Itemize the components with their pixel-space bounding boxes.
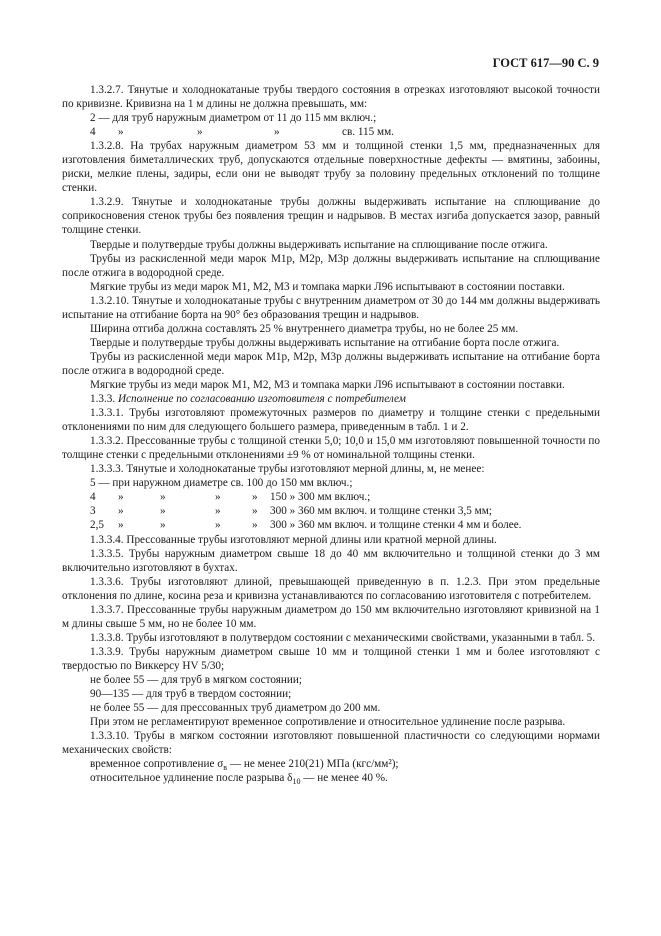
hardness-hard: 90—135 — для труб в твердом состоянии; bbox=[90, 688, 292, 701]
ditto-mark: » bbox=[197, 126, 203, 139]
paragraph-1-3-2-10: 1.3.2.10. Тянутые и холоднокатаные трубы с внутренним диаметром от 30 до 144 мм должны выдерживать испытание на отгибание борта на 90° без образования трещин и надрывов. bbox=[62, 294, 600, 321]
section-heading-1-3-3 bbox=[62, 392, 600, 406]
paragraph-1-3-3-4: 1.3.3.4. Прессованные трубы изготовляют мерной длины или кратной мерной длины. bbox=[90, 533, 497, 546]
paragraph-1-3-3-1: 1.3.3.1. Трубы изготовляют промежуточных размеров по диаметру и толщине стенки с предельными отклонениями по ним для следующего большего размера, приведенным в табл. 1 и 2. bbox=[62, 407, 600, 434]
ditto-mark: » bbox=[118, 126, 124, 139]
length-item-3 bbox=[62, 504, 600, 518]
paragraph-flattening-deoxidized: Трубы из раскисленной меди марок М1р, М2р, М3р должны выдерживать испытание на сплющивание после отжига в водородной среде. bbox=[62, 252, 600, 279]
document-body bbox=[62, 83, 600, 785]
paragraph-flattening-hard: Твердые и полутвердые трубы должны выдерживать испытание на сплющивание после отжига. bbox=[90, 238, 548, 251]
paragraph-1-3-3-9: 1.3.3.9. Трубы наружным диаметром свыше 10 мм и толщиной стенки 1 мм и более изготовляют с твердостью по Виккерсу HV 5/30; bbox=[62, 645, 600, 672]
ditto-mark: » bbox=[160, 519, 166, 532]
ditto-mark: » bbox=[274, 126, 280, 139]
elongation-line: относительное удлинение после разрыва $\delta_{10}$ — не менее 40 %. bbox=[90, 772, 388, 787]
paragraph-flange-deoxidized: Трубы из раскисленной меди марок М1р, М2р, М3р должны выдерживать испытание на отгибание борта после отжига в водородной среде. bbox=[62, 350, 600, 377]
curvature-item-4 bbox=[62, 125, 600, 139]
paragraph-1-3-3-3: 1.3.3.3. Тянутые и холоднокатаные трубы изготовляют мерной длины, м, не менее: bbox=[90, 463, 485, 476]
page-header: ГОСТ 617—90 С. 9 bbox=[492, 56, 599, 70]
paragraph-1-3-2-9: 1.3.2.9. Тянутые и холоднокатаные трубы должны выдерживать испытание на сплющивание до соприкосновения стенок трубы без появления трещин и надрывов. В местах изгиба допускается зазор, равный толщине стенки. bbox=[62, 196, 600, 237]
paragraph-flattening-soft: Мягкие трубы из меди марок М1, М2, М3 и томпака марки Л96 испытывают в состоянии поставки. bbox=[90, 280, 565, 293]
ditto-mark: » bbox=[118, 491, 124, 504]
ditto-mark: » bbox=[160, 505, 166, 518]
paragraph-1-3-3-5: 1.3.3.5. Трубы наружным диаметром свыше 18 до 40 мм включительно и толщиной стенки до 3 мм включительно изготовляют в бухтах. bbox=[62, 547, 600, 574]
length-item-2-5 bbox=[62, 518, 600, 532]
paragraph-flange-soft: Мягкие трубы из меди марок М1, М2, М3 и томпака марки Л96 испытывают в состоянии поставки. bbox=[90, 378, 565, 391]
ditto-mark: » bbox=[118, 519, 124, 532]
value-range: св. 115 мм. bbox=[342, 126, 394, 139]
ditto-mark: » bbox=[252, 519, 258, 532]
range-text: 300 » 360 мм включ. и толщине стенки 4 мм и более. bbox=[270, 519, 522, 532]
value: 3 bbox=[90, 505, 96, 518]
ditto-mark: » bbox=[215, 505, 221, 518]
ditto-mark: » bbox=[215, 519, 221, 532]
paragraph-1-3-3-6: 1.3.3.6. Трубы изготовляют длиной, превышающей приведенную в п. 1.2.3. При этом предельные отклонения по длине, косина реза и кривизна устанавливаются по согласованию изготовителя с потребителем. bbox=[62, 575, 600, 602]
range-text: 150 » 300 мм включ.; bbox=[270, 491, 371, 504]
curvature-item-2: 2 — для труб наружным диаметром от 11 до 115 мм включ.; bbox=[90, 112, 377, 125]
hardness-soft: не более 55 — для труб в мягком состоянии; bbox=[90, 673, 302, 686]
length-item-5: 5 — при наружном диаметре св. 100 до 150 мм включ.; bbox=[90, 477, 353, 490]
value: 2,5 bbox=[90, 519, 104, 532]
hardness-pressed: не более 55 — для прессованных труб диаметром до 200 мм. bbox=[90, 702, 381, 715]
paragraph-1-3-3-2: 1.3.3.2. Прессованные трубы с толщиной стенки 5,0; 10,0 и 15,0 мм изготовляют повышенной точности по толщине стенки с предельными отклонениями ±9 % от номинальной толщины стенки. bbox=[62, 435, 600, 462]
value-4: 4 bbox=[90, 126, 96, 139]
section-number: 1.3.3. bbox=[90, 393, 116, 406]
paragraph-1-3-3-8: 1.3.3.8. Трубы изготовляют в полутвердом состоянии с механическими свойствами, указанными в табл. 5. bbox=[90, 631, 596, 644]
paragraph-1-3-2-7: 1.3.2.7. Тянутые и холоднокатаные трубы твердого состояния в отрезках изготовляют высокой точности по кривизне. Кривизна на 1 м длины не должна превышать, мм: bbox=[62, 84, 600, 111]
section-title: Исполнение по согласованию изготовителя с потребителем bbox=[117, 393, 406, 406]
paragraph-not-regulated: При этом не регламентируют временное сопротивление и относительное удлинение после разрыва. bbox=[90, 716, 566, 729]
paragraph-flange-width: Ширина отгиба должна составлять 25 % внутреннего диаметра трубы, но не более 25 мм. bbox=[90, 322, 519, 335]
paragraph-1-3-3-10: 1.3.3.10. Трубы в мягком состоянии изготовляют повышенной пластичности со следующими нормами механических свойств: bbox=[62, 730, 600, 757]
paragraph-1-3-3-7: 1.3.3.7. Прессованные трубы наружным диаметром до 150 мм включительно изготовляют кривизной на 1 м длины свыше 5 мм, но не более 10 мм. bbox=[62, 603, 600, 630]
tensile-strength-line: временное сопротивление $\sigma_в$ — не менее 210(21) МПа (кгс/мм²); bbox=[90, 758, 399, 773]
ditto-mark: » bbox=[160, 491, 166, 504]
paragraph-flange-hard: Твердые и полутвердые трубы должны выдерживать испытание на отгибание борта после отжига. bbox=[90, 336, 560, 349]
ditto-mark: » bbox=[118, 505, 124, 518]
value: 4 bbox=[90, 491, 96, 504]
ditto-mark: » bbox=[215, 491, 221, 504]
ditto-mark: » bbox=[252, 505, 258, 518]
range-text: 300 » 360 мм включ. и толщине стенки 3,5 мм; bbox=[270, 505, 492, 518]
ditto-mark: » bbox=[252, 491, 258, 504]
length-item-4 bbox=[62, 490, 600, 504]
paragraph-1-3-2-8: 1.3.2.8. На трубах наружным диаметром 53 мм и толщиной стенки 1,5 мм, предназначенных для изготовления биметаллических труб, допускаются отдельные поверхностные дефекты — вмятины, забоины, риски, мелкие плены, задиры, если они не выводят трубу за половину предельных отклонений по толщине стенки. bbox=[62, 140, 600, 195]
